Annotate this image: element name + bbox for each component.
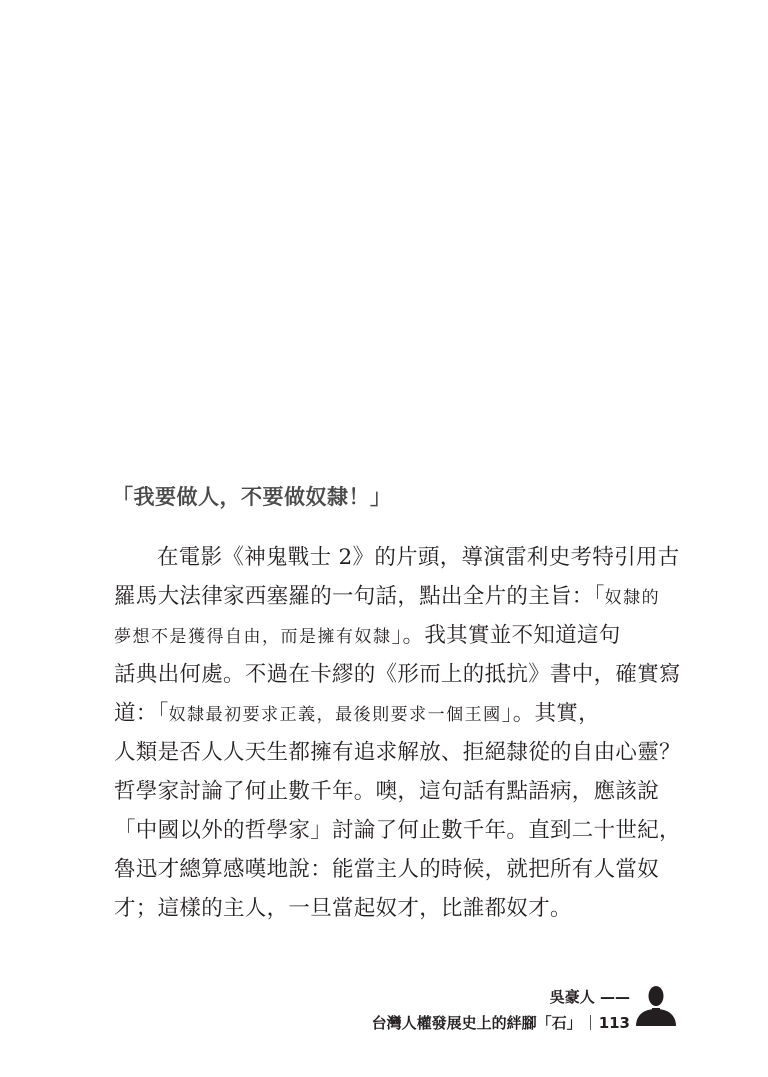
author-name: 吳豪人 —— [549, 988, 630, 1006]
paragraph-line [114, 772, 674, 811]
page-number: 113 [598, 1014, 630, 1032]
separator [590, 1015, 591, 1030]
paragraph-line [114, 850, 674, 889]
paragraph-line [114, 694, 674, 733]
paragraph-line [114, 577, 674, 616]
quote-run: 夢想不是獲得自由，而是擁有奴隸 [114, 627, 392, 647]
running-footer [372, 984, 630, 1036]
text-run: 道：「 [114, 701, 169, 726]
person-silhouette-icon [632, 982, 680, 1030]
text-run: 話典出何處。不過在卡繆的《形而上的抵抗》書中，確實寫 [114, 662, 681, 687]
paragraph-line [114, 811, 681, 850]
text-run: 哲學家討論了何止數千年。噢，這句話有點語病，應該說 [114, 779, 660, 804]
text-run: 「中國以外的哲學家」討論了何止數千年。直到二十世紀， [114, 818, 681, 843]
paragraph-line [114, 889, 674, 928]
text-run: 羅馬大法律家西塞羅的一句話，點出全片的主旨：「 [114, 584, 605, 609]
paragraph-line [114, 655, 681, 694]
text-run: 才；這樣的主人，一旦當起奴才，比誰都奴才。 [114, 896, 572, 921]
text-run: 在電影《神鬼戰士 2》的片頭，導演雷利史考特引用古 [157, 545, 680, 570]
body-paragraph [114, 538, 681, 928]
section-heading: 「我要做人，不要做奴隸！」 [112, 485, 392, 509]
paragraph-line [114, 616, 674, 655]
text-run: 人類是否人人天生都擁有追求解放、拒絕隸從的自由心靈？ [114, 740, 681, 765]
quote-run: 奴隸的 [604, 588, 661, 608]
paragraph-line [114, 538, 680, 577]
text-run: 」。其實， [501, 701, 600, 726]
text-run: 」。我其實並不知道這句 [391, 623, 621, 648]
quote-run: 奴隸最初要求正義，最後則要求一個王國 [168, 705, 502, 725]
paragraph-line [114, 733, 681, 772]
book-title: 台灣人權發展史上的絆腳「石」 [371, 1014, 582, 1032]
footer-title-row [372, 1010, 630, 1036]
text-run: 魯迅才總算感嘆地說：能當主人的時候，就把所有人當奴 [114, 857, 660, 882]
